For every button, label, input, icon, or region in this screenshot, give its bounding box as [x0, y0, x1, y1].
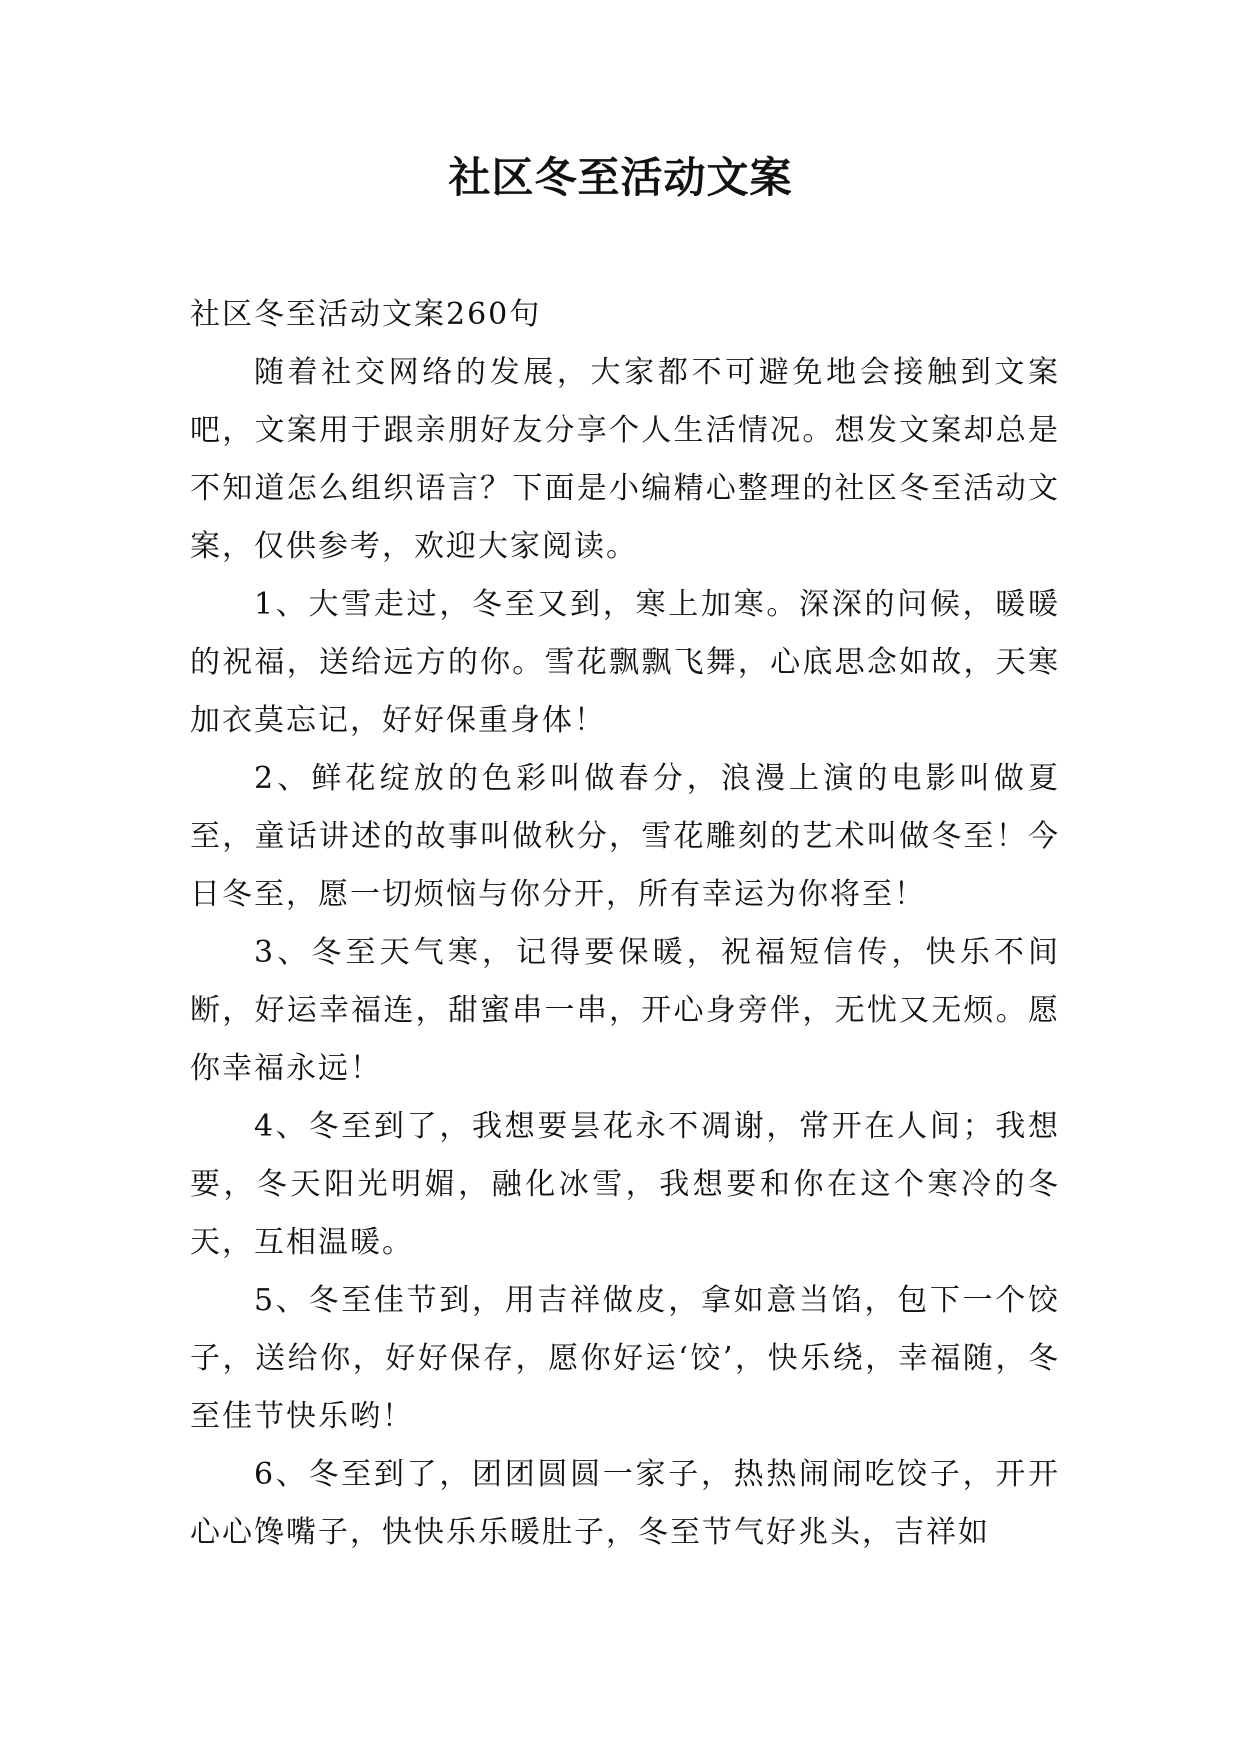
document-subtitle: 社区冬至活动文案260句: [190, 297, 542, 332]
paragraph-item-1: 1、大雪走过，冬至又到，寒上加寒。深深的问候，暖暖的祝福，送给远方的你。雪花飘飘飞舞，心底思念如故，天寒加衣莫忘记，好好保重身体！: [190, 587, 1060, 738]
paragraph-item-6: 6、冬至到了，团团圆圆一家子，热热闹闹吃饺子，开开心心馋嘴子，快快乐乐暖肚子，冬至节气好兆头，吉祥如: [190, 1457, 1060, 1550]
paragraph-item-4: 4、冬至到了，我想要昙花永不凋谢，常开在人间；我想要，冬天阳光明媚，融化冰雪，我想要和你在这个寒冷的冬天，互相温暖。: [190, 1109, 1060, 1260]
paragraph-item-2: 2、鲜花绽放的色彩叫做春分，浪漫上演的电影叫做夏至，童话讲述的故事叫做秋分，雪花雕刻的艺术叫做冬至！今日冬至，愿一切烦恼与你分开，所有幸运为你将至！: [190, 761, 1060, 912]
paragraph-item-5: 5、冬至佳节到，用吉祥做皮，拿如意当馅，包下一个饺子，送给你，好好保存，愿你好运‘饺’，快乐绕，幸福随，冬至佳节快乐哟！: [190, 1283, 1060, 1434]
document-body: [190, 286, 1060, 1562]
paragraph-intro: 随着社交网络的发展，大家都不可避免地会接触到文案吧，文案用于跟亲朋好友分享个人生活情况。想发文案却总是不知道怎么组织语言？下面是小编精心整理的社区冬至活动文案，仅供参考，欢迎大家阅读。: [190, 355, 1060, 564]
paragraph-item-3: 3、冬至天气寒，记得要保暖，祝福短信传，快乐不间断，好运幸福连，甜蜜串一串，开心身旁伴，无忧又无烦。愿你幸福永远！: [190, 935, 1060, 1086]
document-title: 社区冬至活动文案: [448, 153, 793, 202]
